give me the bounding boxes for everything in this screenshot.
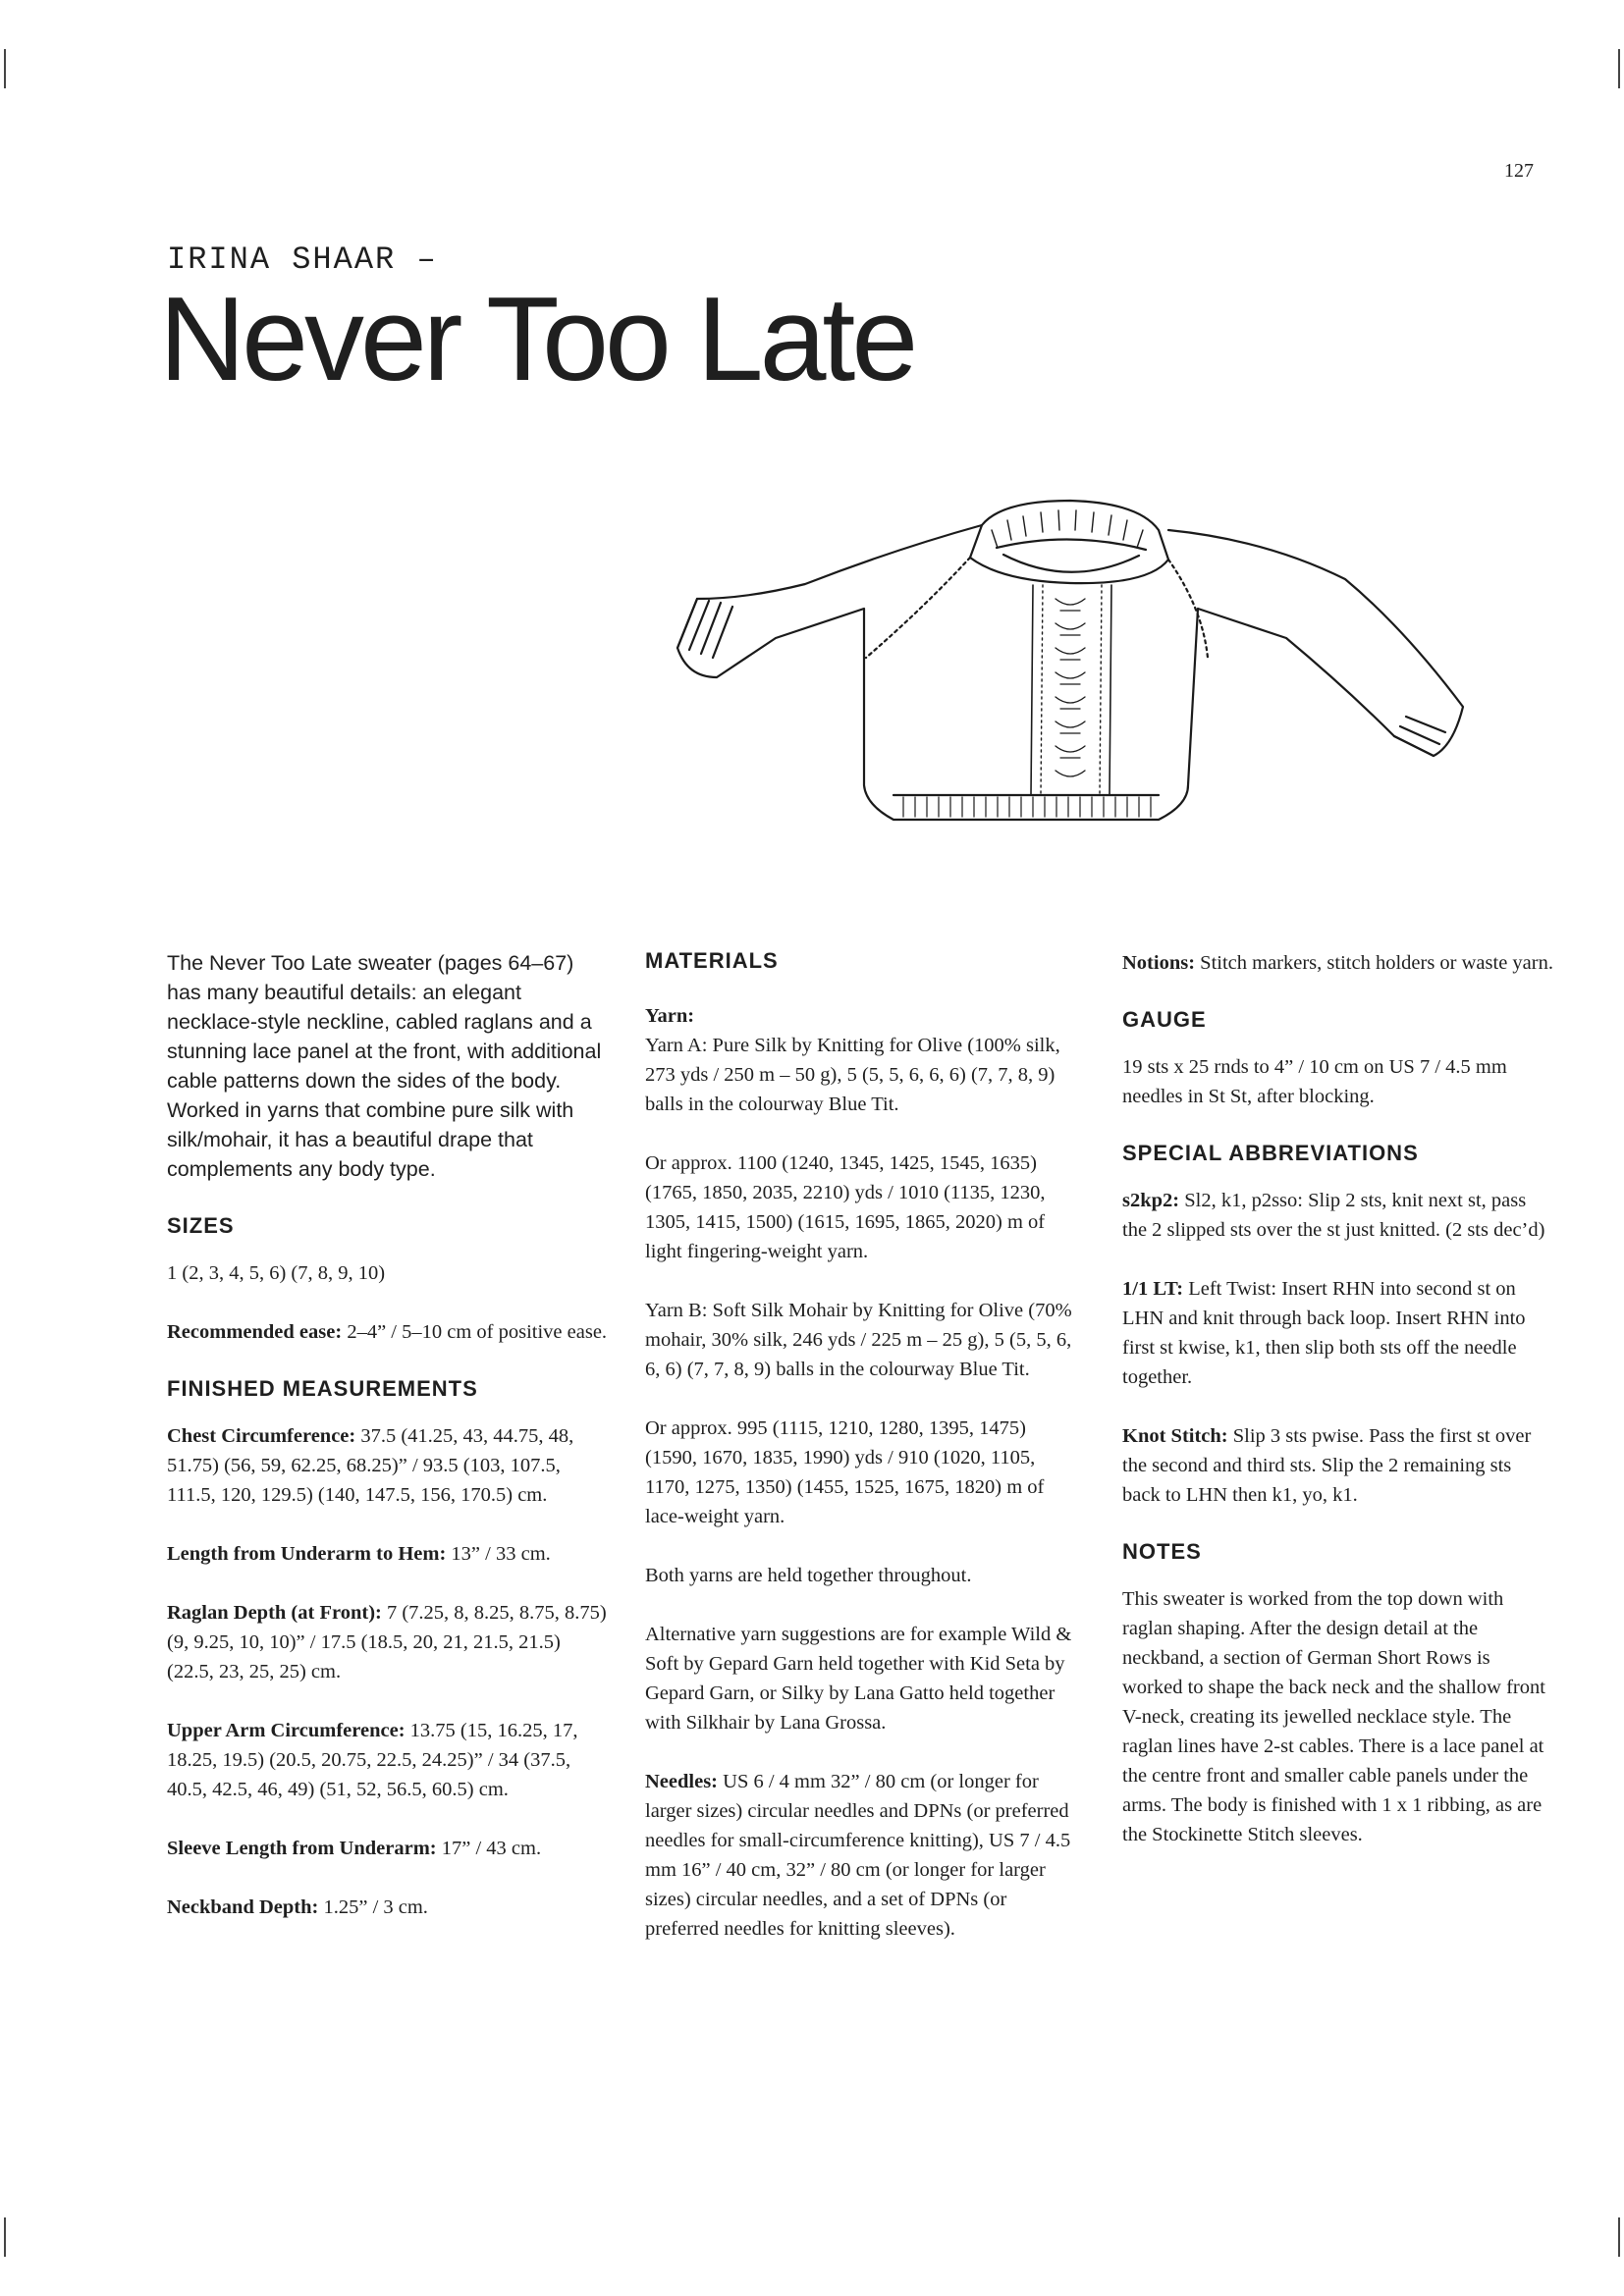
sweater-illustration — [658, 491, 1561, 883]
measurement-label: Chest Circumference: — [167, 1425, 356, 1447]
notes-text: This sweater is worked from the top down with raglan shaping. After the design detail at the neckband, a section of German Short Rows is worked to shape the back neck and the shallow front V-neck, creating its jewelled necklace style. The raglan lines have 2-st cables. There is a lace panel at the centre front and smaller cable panels under the arms. The body is finished with 1 x 1 ribbing, as are the Stockinette Stitch sleeves. — [1122, 1588, 1545, 1845]
abbreviation-s2kp2 — [1122, 1186, 1554, 1245]
pattern-title: Never Too Late — [159, 272, 915, 405]
abbreviation-label: s2kp2: — [1122, 1190, 1180, 1211]
sizes-heading: SIZES — [167, 1213, 235, 1238]
measurement-value: 37.5 (41.25, 43, 44.75, 48, 51.75) (56, 59, 62.25, 68.25)” / 93.5 (103, 107.5, 111.5, 120, 129.5) (140, 147.5, 156, 170.5) cm. — [167, 1425, 574, 1506]
measurement-chest — [167, 1421, 611, 1510]
ease-text: 2–4” / 5–10 cm of positive ease. — [342, 1321, 608, 1343]
page-number: 127 — [1504, 160, 1534, 182]
column-right — [1122, 948, 1554, 1879]
intro-text: The Never Too Late sweater (pages 64–67) has many beautiful details: an elegant necklace-style neckline, cabled raglans and a stunning lace panel at the front, with additional cable patterns down the sides of the body. Worked in yarns that combine pure silk with silk/mohair, it has a beautiful drape that complements any body type. — [167, 951, 602, 1181]
measurement-label: Length from Underarm to Hem: — [167, 1543, 447, 1565]
measurement-label: Raglan Depth (at Front): — [167, 1602, 382, 1624]
notes-heading: NOTES — [1122, 1539, 1202, 1564]
sizes-text: 1 (2, 3, 4, 5, 6) (7, 8, 9, 10) — [167, 1262, 386, 1284]
measurement-value: 7 (7.25, 8, 8.25, 8.75, 8.75) (9, 9.25, 10, 10)” / 17.5 (18.5, 20, 21, 21.5, 21.5) (22.5, 23, 25, 25) cm. — [167, 1602, 607, 1682]
measurement-value: 1.25” / 3 cm. — [318, 1896, 428, 1918]
crop-mark — [1618, 2217, 1620, 2257]
gauge-text: 19 sts x 25 rnds to 4” / 10 cm on US 7 / 4.5 mm needles in St St, after blocking. — [1122, 1056, 1507, 1107]
special-abbreviations-heading: SPECIAL ABBREVIATIONS — [1122, 1141, 1419, 1165]
abbreviation-label: Knot Stitch: — [1122, 1425, 1228, 1447]
needles-text: US 6 / 4 mm 32” / 80 cm (or longer for larger sizes) circular needles and DPNs (or preferred needles for small-circumference knitting), US 7 / 4.5 mm 16” / 40 cm, 32” / 80 cm (or longer for larger sizes) circular needles, and a set of DPNs (or preferred needles for knitting sleeves). — [645, 1771, 1071, 1940]
yarn-a-text: Yarn A: Pure Silk by Knitting for Olive (100% silk, 273 yds / 250 m – 50 g), 5 (5, 5, 6, 6, 6) (7, 7, 8, 9) balls in the colourway Blue Tit. — [645, 1035, 1060, 1115]
crop-mark — [4, 2217, 6, 2257]
measurement-length — [167, 1539, 611, 1569]
finished-measurements-heading: FINISHED MEASUREMENTS — [167, 1376, 478, 1401]
abbreviation-knot-stitch — [1122, 1421, 1554, 1510]
measurement-upper-arm — [167, 1716, 611, 1804]
crop-mark — [4, 49, 6, 88]
materials-heading: MATERIALS — [645, 948, 779, 973]
measurement-value: 13.75 (15, 16.25, 17, 18.25, 19.5) (20.5, 20.75, 22.5, 24.25)” / 34 (37.5, 40.5, 42.5, 46, 49) (51, 52, 56.5, 60.5) cm. — [167, 1720, 578, 1800]
measurement-value: 17” / 43 cm. — [436, 1838, 542, 1859]
measurement-sleeve — [167, 1834, 611, 1863]
abbreviation-text: Sl2, k1, p2sso: Slip 2 sts, knit next st, pass the 2 slipped sts over the st just knitted. (2 sts dec’d) — [1122, 1190, 1545, 1241]
crop-mark — [1618, 49, 1620, 88]
abbreviation-1-1-lt — [1122, 1274, 1554, 1392]
recommended-ease — [167, 1317, 611, 1347]
measurement-label: Neckband Depth: — [167, 1896, 319, 1918]
needles — [645, 1767, 1077, 1944]
yarn-section — [645, 1001, 1077, 1119]
gauge-heading: GAUGE — [1122, 1007, 1207, 1032]
needles-label: Needles: — [645, 1771, 719, 1792]
yarn-label: Yarn: — [645, 1005, 695, 1027]
abbreviation-label: 1/1 LT: — [1122, 1278, 1184, 1300]
yarns-held-together: Both yarns are held together throughout. — [645, 1565, 972, 1586]
measurement-raglan — [167, 1598, 611, 1686]
yarn-b-approx: Or approx. 995 (1115, 1210, 1280, 1395, 1475) (1590, 1670, 1835, 1990) yds / 910 (1020, 1105, 1170, 1275, 1350) (1455, 1525, 1675, 1820) m of lace-weight yarn. — [645, 1417, 1045, 1527]
notions-label: Notions: — [1122, 952, 1196, 974]
column-left — [167, 948, 611, 1951]
measurement-neckband — [167, 1893, 611, 1922]
abbreviation-text: Slip 3 sts pwise. Pass the first st over the second and third sts. Slip the 2 remaining sts back to LHN then k1, yo, k1. — [1122, 1425, 1532, 1506]
notions-text: Stitch markers, stitch holders or waste yarn. — [1195, 952, 1553, 974]
author-name: IRINA SHAAR – — [167, 241, 438, 278]
alternative-yarns: Alternative yarn suggestions are for example Wild & Soft by Gepard Garn held together with Kid Seta by Gepard Garn, or Silky by Lana Gatto held together with Silkhair by Lana Grossa. — [645, 1624, 1072, 1734]
column-middle — [645, 948, 1077, 1973]
yarn-b-text: Yarn B: Soft Silk Mohair by Knitting for Olive (70% mohair, 30% silk, 246 yds / 225 m – 25 g), 5 (5, 5, 6, 6, 6) (7, 7, 8, 9) balls in the colourway Blue Tit. — [645, 1300, 1072, 1380]
measurement-label: Sleeve Length from Underarm: — [167, 1838, 437, 1859]
measurement-label: Upper Arm Circumference: — [167, 1720, 406, 1741]
measurement-value: 13” / 33 cm. — [446, 1543, 551, 1565]
ease-label: Recommended ease: — [167, 1321, 343, 1343]
notions — [1122, 948, 1554, 978]
yarn-a-approx: Or approx. 1100 (1240, 1345, 1425, 1545, 1635) (1765, 1850, 2035, 2210) yds / 1010 (1135, 1230, 1305, 1415, 1500) (1615, 1695, 1865, 2020) m of light fingering-weight yarn. — [645, 1152, 1046, 1262]
abbreviation-text: Left Twist: Insert RHN into second st on LHN and knit through back loop. Insert RHN into first st kwise, k1, then slip both sts off the needle together. — [1122, 1278, 1526, 1388]
